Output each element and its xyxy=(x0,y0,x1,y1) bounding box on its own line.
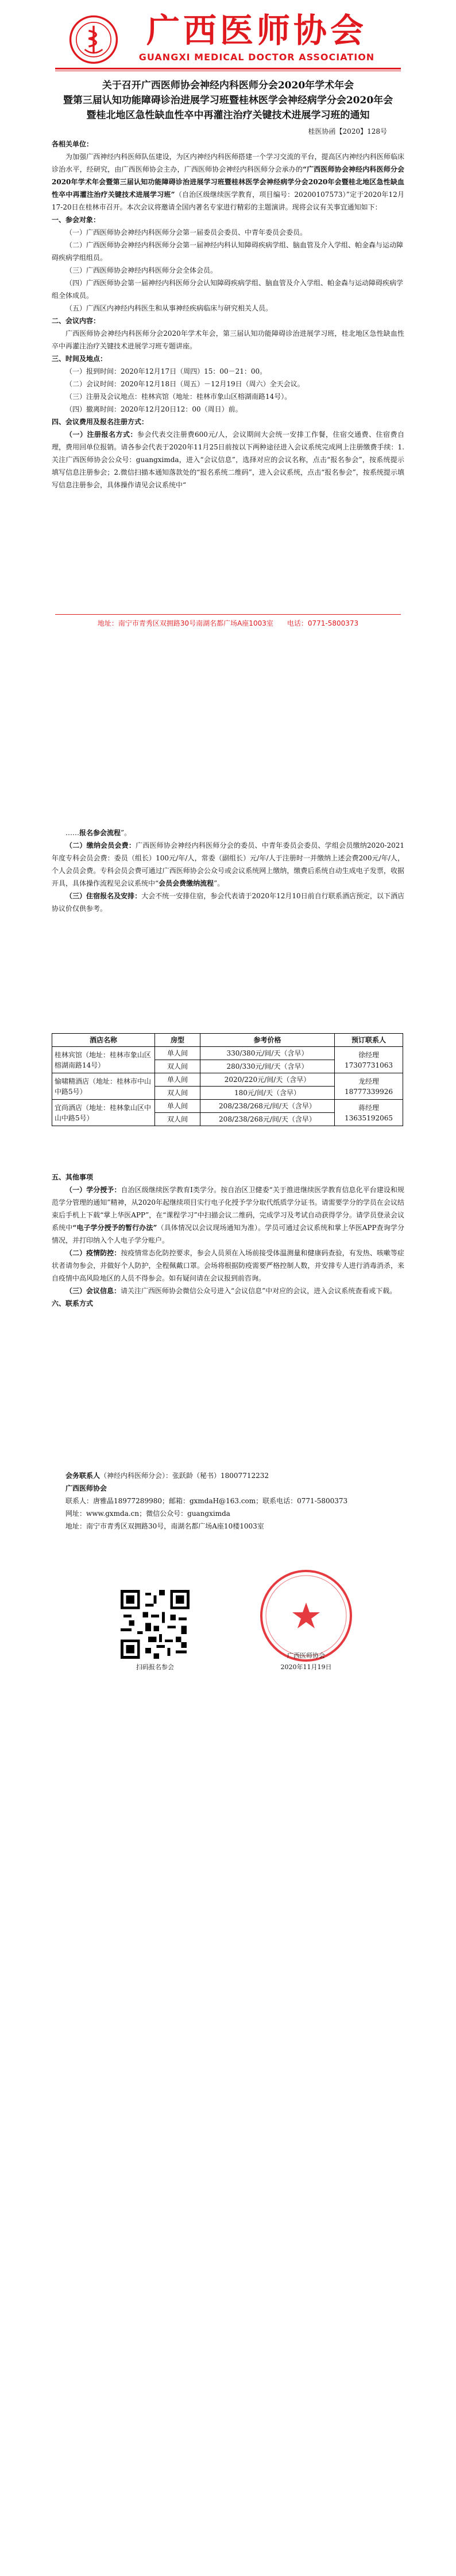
seal-org: 广西医师协会 xyxy=(287,1652,325,1659)
section-4-title: 四、会议费用及报名注册方式： xyxy=(52,418,149,426)
list-item: （一）报到时间：2020年12月17日（周四）15：00－21：00。 xyxy=(65,367,267,375)
hotel-name: 宜尚酒店（地址：桂林象山区中山中路5号） xyxy=(52,1100,155,1126)
list-item: （一）广西医师协会神经内科医师分会第一届委员会委员、中青年委员会委员。 xyxy=(65,228,307,236)
room-type: 双人间 xyxy=(155,1113,200,1126)
org-name-cn: 广西医师协会 xyxy=(146,11,367,50)
column-header: 预订联系人 xyxy=(335,1034,403,1047)
room-type: 单人间 xyxy=(155,1047,200,1060)
list-item: （四）撤离时间：2020年12月20日12：00（周日）前。 xyxy=(65,405,242,413)
registration-paragraph-cont: ……报名参会流程”。 xyxy=(65,829,132,837)
notice-title: 关于召开广西医师协会神经内科医师分会2020年学术年会 暨第三届认知功能障碍诊治进展学习班暨桂林医学会神经病学分会2020年会 暨桂北地区急性缺血性卒中再灌注治疗关键技术进展学习班的通知 xyxy=(63,80,393,121)
footer-rule xyxy=(55,614,401,615)
association-logo xyxy=(69,15,118,64)
list-item: （二）广西医师协会神经内科医师分会第一届神经内科认知障碍疾病学组、脑血管及介入学组、帕金森与运动障碍疾病学组组员。 xyxy=(52,241,404,262)
section-6-title: 六、联系方式 xyxy=(52,1299,94,1308)
qr-caption: 扫码报名参会 xyxy=(136,1663,174,1671)
info-paragraph: （三）会议信息：请关注广西医师协会微信公众号进入“会议信息”中对应的会议，进入会议系统查看或下载。 xyxy=(65,1287,397,1295)
hotel-name: 桂林宾馆（地址：桂林市象山区榕湖南路14号） xyxy=(52,1047,155,1073)
hotel-contact: 龙经理 18777339926 xyxy=(335,1073,403,1100)
column-header: 参考价格 xyxy=(200,1034,335,1047)
hotel-name: 愉啸精酒店（地址：桂林市中山中路5号） xyxy=(52,1073,155,1100)
footer-address: 地址：南宁市青秀区双拥路30号南湖名都广场A座1003室 电话：0771-5800373 xyxy=(97,619,359,627)
hotel-contact: 徐经理 17307731063 xyxy=(335,1047,403,1073)
list-item: （四）广西医师协会第一届神经内科医师分会认知障碍疾病学组、脑血管及介入学组、帕金森与运动障碍疾病学组全体成员。 xyxy=(52,279,404,300)
room-price: 208/238/268元/间/天（含早） xyxy=(200,1100,335,1113)
section-2-title: 二、会议内容： xyxy=(52,317,101,325)
hotel-contact: 蒋经理 13635192065 xyxy=(335,1100,403,1126)
section-2-text: 广西医师协会神经内科医师分会2020年学术年会，第三届认知功能障碍诊治进展学习班，桂北地区急性缺血性卒中再灌注治疗关键技术进展学习班专题讲座。 xyxy=(52,329,404,350)
org-name-en: GUANGXI MEDICAL DOCTOR ASSOCIATION xyxy=(138,52,375,63)
list-item: （三）广西医师协会神经内科医师分会全体会员。 xyxy=(65,266,218,274)
room-price: 330/380元/间/天（含早） xyxy=(200,1047,335,1060)
contact-line: 地址：南宁市青秀区双拥路30号，南湖名都广场A座10楼1003室 xyxy=(65,1522,264,1530)
column-header: 酒店名称 xyxy=(52,1034,155,1047)
list-item: （五）广西区内神经内科医生和从事神经疾病临床与研究相关人员。 xyxy=(65,304,273,312)
table-row xyxy=(52,1100,403,1113)
contact-line: 网址：www.gxmda.cn；微信公众号：guangximda xyxy=(65,1510,230,1518)
fee-paragraph: （二）缴纳会员会费：广西医师协会神经内科医师分会的委员、中青年委员会委员、学组会员缴纳2020-2021年度专科会员会费：委员（组长）100元/年/人，常委（副组长）元/年/人于注册时一并缴纳上述会费200元/年/人，个人会员会费。专科会员会费可通过广西医师协会公众号或会议系统网上缴纳，缴费后系统自动生成电子发票，收据开具，具体操作流程见会议系统中“会员会费缴纳流程”。 xyxy=(52,841,404,887)
registration-paragraph-top: （一）注册报名方式：参会代表交注册费600元/人，会议期间大会统一安排工作餐，住宿交通费、住宿费自理，费用回单位报销。请各参会代表于2020年11月25日前按以下两种途径进入会议系统完成网上注册缴费手续：1.关注广西医师协会公众号：guangximda，进入“会议信息”，选择对应的会议名称，点击“报名参会”，按系统提示填写信息注册参会；2.微信扫描本通知落款处的“报名系统二维码”，进入会议系统，点击“报名参会”，按系统提示填写信息注册参会，具体操作请见会议系统中“ xyxy=(52,430,404,489)
body-page-2b xyxy=(52,1171,404,1310)
room-type: 单人间 xyxy=(155,1100,200,1113)
room-price: 280/330元/间/天（含早） xyxy=(200,1060,335,1073)
room-price: 208/238/268元/间/天（含早） xyxy=(200,1113,335,1126)
room-price: 2020/220元/间/天（含早） xyxy=(200,1073,335,1087)
column-header: 房型 xyxy=(155,1034,200,1047)
room-type: 双人间 xyxy=(155,1087,200,1100)
credit-paragraph: （一）学分授予：自治区级继续医学教育I类学分。按自治区卫健委“关于推进继续医学教育信息化平台建设和规范学分管理的通知”精神，从2020年起继续项目实行电子化授予学分取代纸质学分证书。请需要学分的学员在会议结束后手机上下载“掌上华医APP”，在“课程学习”中扫描会议二维码，完成学习及考试自动获得学分。请学员登录会议系统中“电子学分授予的暂行办法”（具体情况以会议现场通知为准）。学员可通过会议系统和掌上华医APP查询学分情况，并打印纳入个人电子学分账户。 xyxy=(52,1186,404,1244)
table-header-row xyxy=(52,1034,403,1047)
signature-date: 2020年11月19日 xyxy=(280,1663,332,1671)
doc-number: 桂医协函【2020】128号 xyxy=(308,127,387,135)
intro-paragraph: 为加强广西神经内科医师队伍建设，为区内神经内科医师搭建一个学习交流的平台，提高区内神经内科医师临床诊治水平，经研究，由广西医师协会主办，广西医师协会神经内科医师分会承办的“广西医师协会神经内科医师分会2020年学术年会暨第三届认知功能障碍诊治进展学习班暨桂林医学会神经病学分会2020年会暨桂北地区急性缺血性卒中再灌注治疗关键技术进展学习班”（自治区级继续医学教育，项目编号：20200107573）”定于2020年12月17-20日在桂林市召开。本次会议将邀请全国内著名专家进行精彩的主题演讲。现将会议有关事宜通知如下： xyxy=(52,153,404,211)
addressee: 各相关单位： xyxy=(52,140,94,148)
contact-line: 会务联系人（神经内科医师分会）：张跃龄（秘书）18007712232 xyxy=(65,1472,269,1480)
room-type: 双人间 xyxy=(155,1060,200,1073)
section-5-title: 五、其他事项 xyxy=(52,1173,94,1181)
table-row xyxy=(52,1073,403,1087)
body-page-1 xyxy=(52,138,404,489)
body-page-2 xyxy=(52,827,404,915)
list-item: （三）注册及会议地点：桂林宾馆（地址：桂林市象山区榕湖南路14号）。 xyxy=(65,393,292,401)
list-item: （二）会议时间：2020年12月18日（周五）－12月19日（周六）全天会议。 xyxy=(65,380,304,388)
table-row xyxy=(52,1047,403,1060)
room-price: 180元/间/天（含早） xyxy=(200,1087,335,1100)
section-3-title: 三、时间及地点： xyxy=(52,355,107,363)
registration-qr-code[interactable] xyxy=(121,1590,190,1659)
contact-line: 联系人：唐雅晶18977289980；邮箱：gxmdaH@163.com；联系电话：0771-5800373 xyxy=(65,1497,348,1505)
lodging-paragraph: （三）住宿报名及安排：大会不统一安排住宿，参会代表请于2020年12月10日前自行联系酒店预定，以下酒店协议价仅供参考。 xyxy=(52,892,404,913)
header-rule xyxy=(55,68,401,69)
epidemic-paragraph: （二）疫情防控：按疫情常态化防控要求，参会人员须在入场前接受体温测量和健康码查验，有发热、咳嗽等症状者请勿参会，并做好个人防护，全程佩戴口罩。会场将根据防疫需要严格控制人数，并安排专人进行消毒消杀，来自疫情中高风险地区的人员不得参会。如有疑问请在会议报到前咨询。 xyxy=(52,1249,404,1282)
contact-org: 广西医师协会 xyxy=(65,1484,107,1492)
section-1-title: 一、参会对象： xyxy=(52,216,101,224)
room-type: 单人间 xyxy=(155,1073,200,1087)
contact-block xyxy=(52,1469,404,1533)
association-seal xyxy=(257,1567,355,1665)
hotel-table xyxy=(52,1033,403,1126)
